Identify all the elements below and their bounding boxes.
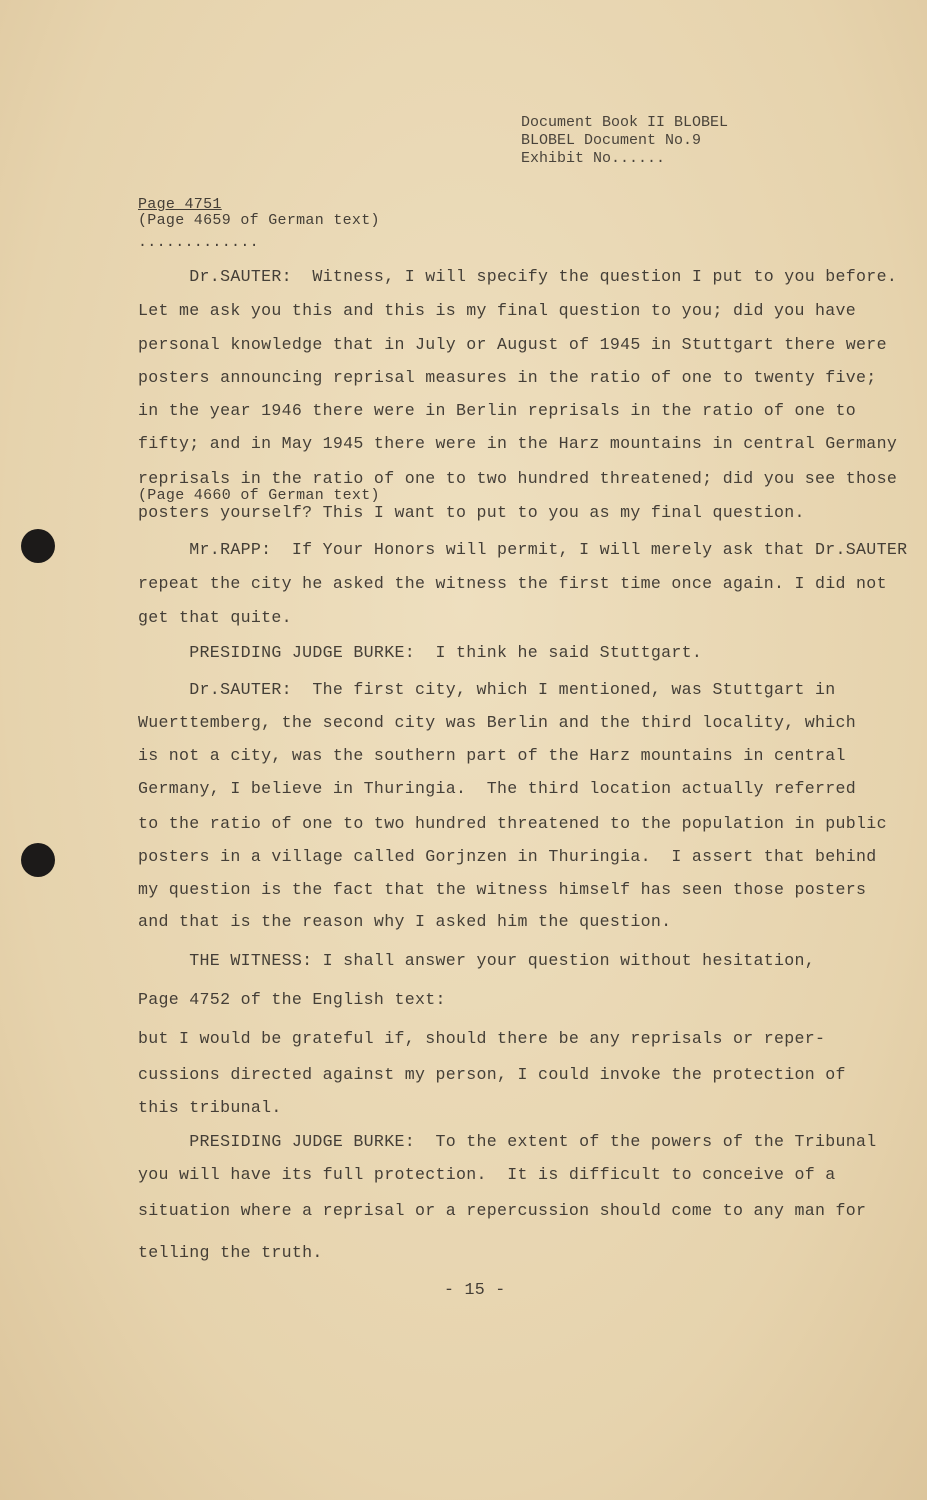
text-line: in the year 1946 there were in Berlin reprisals in the ratio of one to: [138, 401, 857, 420]
text-line: Wuerttemberg, the second city was Berlin and the third locality, which: [138, 713, 857, 732]
text-line: situation where a reprisal or a repercussion should come to any man for: [138, 1201, 867, 1220]
text-line: THE WITNESS: I shall answer your question without hesitation,: [138, 951, 816, 970]
text-line: posters yourself? This I want to put to you as my final question.: [138, 503, 805, 522]
text-line: this tribunal.: [138, 1098, 282, 1117]
text-line: fifty; and in May 1945 there were in the Harz mountains in central Germany: [138, 434, 898, 453]
punch-hole: [21, 843, 55, 877]
text-line: repeat the city he asked the witness the first time once again. I did not: [138, 574, 887, 593]
text-line: Dr.SAUTER: The first city, which I mentioned, was Stuttgart in: [138, 680, 836, 699]
text-line: Let me ask you this and this is my final question to you; did you have: [138, 301, 857, 320]
text-line: PRESIDING JUDGE BURKE: I think he said Stuttgart.: [138, 643, 703, 662]
german-page-ref-inline: (Page 4660 of German text): [138, 487, 380, 504]
english-page-ref: Page 4751: [138, 196, 222, 213]
text-line: you will have its full protection. It is difficult to conceive of a: [138, 1165, 836, 1184]
german-page-ref: (Page 4659 of German text): [138, 212, 380, 229]
text-line: get that quite.: [138, 608, 292, 627]
text-line: cussions directed against my person, I could invoke the protection of: [138, 1065, 846, 1084]
text-line: posters in a village called Gorjnzen in Thuringia. I assert that behind: [138, 847, 877, 866]
text-line: and that is the reason why I asked him the question.: [138, 912, 672, 931]
text-line: Mr.RAPP: If Your Honors will permit, I will merely ask that Dr.SAUTER: [138, 540, 908, 559]
english-page-ref-inline: Page 4752 of the English text:: [138, 990, 446, 1009]
dotted-separator: .............: [138, 234, 259, 251]
header-document-book: Document Book II BLOBEL: [521, 114, 729, 131]
header-exhibit-number: Exhibit No......: [521, 150, 666, 167]
text-line: Germany, I believe in Thuringia. The third location actually referred: [138, 779, 857, 798]
text-line: to the ratio of one to two hundred threatened to the population in public: [138, 814, 887, 833]
text-line: telling the truth.: [138, 1243, 323, 1262]
text-line: posters announcing reprisal measures in the ratio of one to twenty five;: [138, 368, 877, 387]
text-line: is not a city, was the southern part of the Harz mountains in central: [138, 746, 846, 765]
page-number: - 15 -: [444, 1280, 506, 1299]
text-line: my question is the fact that the witness himself has seen those posters: [138, 880, 867, 899]
header-document-number: BLOBEL Document No.9: [521, 132, 702, 149]
punch-hole: [21, 529, 55, 563]
text-line: reprisals in the ratio of one to two hundred threatened; did you see those: [138, 469, 898, 488]
text-line: personal knowledge that in July or August of 1945 in Stuttgart there were: [138, 335, 887, 354]
text-line: Dr.SAUTER: Witness, I will specify the question I put to you before.: [138, 267, 898, 286]
text-line: PRESIDING JUDGE BURKE: To the extent of the powers of the Tribunal: [138, 1132, 877, 1151]
text-line: but I would be grateful if, should there be any reprisals or reper-: [138, 1029, 826, 1048]
